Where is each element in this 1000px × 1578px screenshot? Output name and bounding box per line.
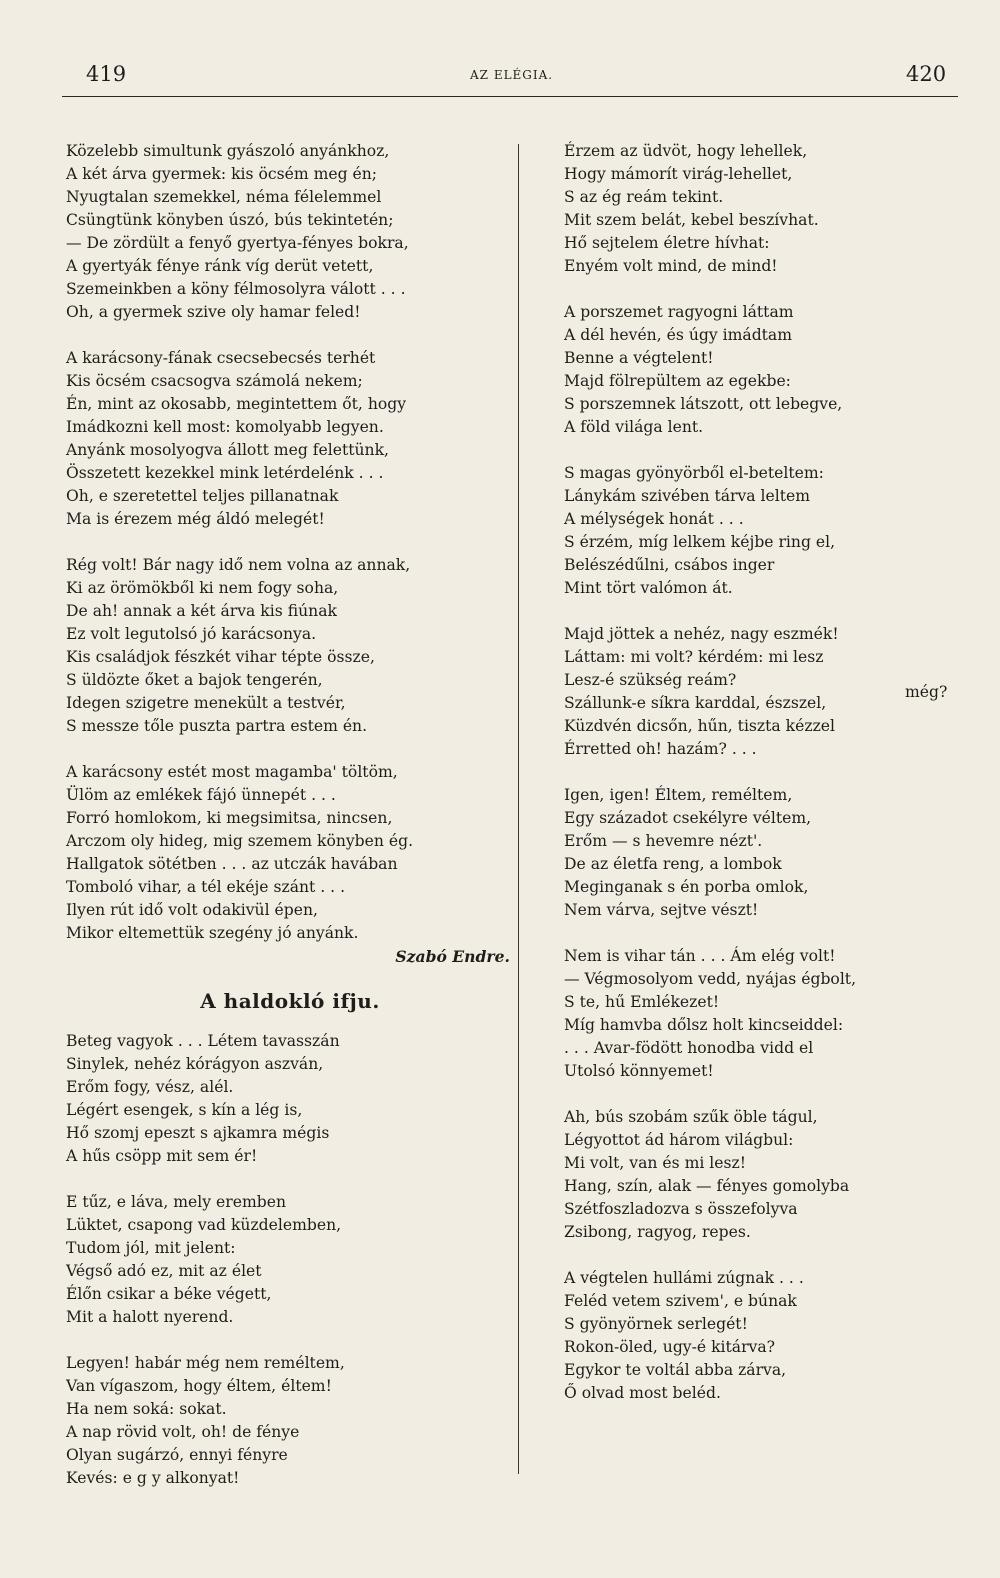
- poem-line: Légért esengek, s kín a lég is,: [66, 1101, 303, 1119]
- poem-line: Igen, igen! Éltem, reméltem,: [564, 786, 793, 804]
- stanza: [564, 301, 984, 439]
- poem-line: A végtelen hullámi zúgnak . . .: [564, 1269, 804, 1287]
- poem-line: Oh, a gyermek szive oly hamar feled!: [66, 303, 361, 321]
- stanza: [66, 1191, 514, 1329]
- poem-line: Utolsó könnyemet!: [564, 1062, 714, 1080]
- poem-line: Láttam: mi volt? kérdém: mi lesz: [564, 648, 824, 666]
- poem-line: A gyertyák fénye ránk víg derüt vetett,: [66, 257, 374, 275]
- poem-line: A karácsony-fának csecsebecsés terhét: [66, 349, 376, 367]
- poem-line: Ilyen rút idő volt odakivül épen,: [66, 901, 318, 919]
- page-number-right: 420: [906, 62, 947, 86]
- poem-line: Egy századot csekélyre véltem,: [564, 809, 812, 827]
- poem-line: S magas gyönyörből el-beteltem:: [564, 464, 824, 482]
- poem-line: Hő szomj epeszt s ajkamra mégis: [66, 1124, 330, 1142]
- left-column: [66, 140, 514, 1513]
- stanza: [564, 140, 984, 278]
- poem-line: S érzém, míg lelkem kéjbe ring el,: [564, 533, 836, 551]
- poem-line: Mi volt, van és mi lesz!: [564, 1154, 747, 1172]
- poem-line: — Végmosolyom vedd, nyájas égbolt,: [564, 970, 857, 988]
- poem-line: Kis öcsém csacsogva számolá nekem;: [66, 372, 363, 390]
- poem-line: Szétfoszladozva s összefolyva: [564, 1200, 798, 1218]
- poem-line: Meginganak s én porba omlok,: [564, 878, 809, 896]
- poem-line: Ah, bús szobám szűk öble tágul,: [564, 1108, 818, 1126]
- poem-line: A nap rövid volt, oh! de fénye: [66, 1423, 300, 1441]
- poem-line: Olyan sugárzó, ennyi fényre: [66, 1446, 288, 1464]
- poem-line: A karácsony estét most magamba' töltöm,: [66, 763, 398, 781]
- poem-line: Ma is érezem még áldó melegét!: [66, 510, 325, 528]
- poem-line: S az ég reám tekint.: [564, 188, 724, 206]
- poem-line: S messze tőle puszta partra estem én.: [66, 717, 368, 735]
- stanza: [66, 347, 514, 531]
- poem-line: S gyönyörnek serlegét!: [564, 1315, 748, 1333]
- poem-line: Lesz-é szükség reám?: [564, 671, 737, 689]
- poem-title: A haldokló ifju.: [200, 989, 380, 1013]
- poem-line: Végső adó ez, mit az élet: [66, 1262, 262, 1280]
- poem-line: Összetett kezekkel mink letérdelénk . . .: [66, 464, 384, 482]
- poem-line: Nem várva, sejtve vészt!: [564, 901, 759, 919]
- poem-line: Légyottot ád három világbul:: [564, 1131, 794, 1149]
- poem-line: Belészédűlni, csábos inger: [564, 556, 775, 574]
- poem-line: Legyen! habár még nem reméltem,: [66, 1354, 345, 1372]
- stanza: [66, 761, 514, 945]
- poem-line: S üldözte őket a bajok tengerén,: [66, 671, 323, 689]
- stanza: [66, 554, 514, 738]
- poem-line: De ah! annak a két árva kis fiúnak: [66, 602, 337, 620]
- poem-line: S te, hű Emlékezet!: [564, 993, 720, 1011]
- stanza: [564, 1267, 984, 1405]
- poem-line: — De zördült a fenyő gyertya-fényes bokra,: [66, 234, 409, 252]
- poem-line: Beteg vagyok . . . Létem tavasszán: [66, 1032, 340, 1050]
- poem-line: Nem is vihar tán . . . Ám elég volt!: [564, 947, 836, 965]
- poem-line: Hallgatok sötétben . . . az utczák havában: [66, 855, 398, 873]
- stanza: [564, 462, 984, 600]
- poem-line: Forró homlokom, ki megsimitsa, nincsen,: [66, 809, 393, 827]
- poem-line: Van vígaszom, hogy éltem, éltem!: [66, 1377, 332, 1395]
- poem-line: Majd jöttek a nehéz, nagy eszmék!: [564, 625, 839, 643]
- poem-line: Ha nem soká: sokat.: [66, 1400, 227, 1418]
- poem-line: Rég volt! Bár nagy idő nem volna az annak,: [66, 556, 411, 574]
- poem-line: E tűz, e láva, mely eremben: [66, 1193, 286, 1211]
- poem-line: Szállunk-e síkra karddal, észszel,: [564, 694, 827, 712]
- stanza: [66, 1030, 514, 1168]
- poem-line: Ez volt legutolsó jó karácsonya.: [66, 625, 317, 643]
- poem-line: Tomboló vihar, a tél ekéje szánt . . .: [66, 878, 346, 896]
- poem-line: Hő sejtelem életre hívhat:: [564, 234, 770, 252]
- poem-line: Hogy mámorít virág-lehellet,: [564, 165, 793, 183]
- poem-line: Rokon-öled, ugy-é kitárva?: [564, 1338, 775, 1356]
- poem-line: Kis családjok fészkét vihar tépte össze,: [66, 648, 375, 666]
- poem-line: Érzem az üdvöt, hogy lehellek,: [564, 142, 808, 160]
- poem-line: Érretted oh! hazám? . . .: [564, 740, 757, 758]
- running-title: AZ ELÉGIA.: [470, 68, 554, 82]
- poem-line: Majd fölrepültem az egekbe:: [564, 372, 791, 390]
- poem-line: Ülöm az emlékek fájó ünnepét . . .: [66, 786, 336, 804]
- stanza: [564, 784, 984, 922]
- overflow-word: még?: [905, 683, 948, 701]
- poem-line: . . . Avar-födött honodba vidd el: [564, 1039, 814, 1057]
- poem-line: A két árva gyermek: kis öcsém meg én;: [66, 165, 378, 183]
- poem-line: Mint tört valómon át.: [564, 579, 733, 597]
- poem-line: A mélységek honát . . .: [564, 510, 744, 528]
- poem-line: S porszemnek látszott, ott lebegve,: [564, 395, 843, 413]
- stanza: [564, 945, 984, 1083]
- poem-line: A hűs csöpp mit sem ér!: [66, 1147, 258, 1165]
- poem-line: Szemeinkben a köny félmosolyra válott . . .: [66, 280, 406, 298]
- poem-line: Zsibong, ragyog, repes.: [564, 1223, 751, 1241]
- poem-line: Míg hamvba dőlsz holt kincseiddel:: [564, 1016, 844, 1034]
- right-column: [564, 140, 984, 1428]
- poem-line: Ő olvad most beléd.: [564, 1384, 721, 1402]
- stanza: [66, 1352, 514, 1490]
- stanza: [66, 140, 514, 324]
- header-rule: [62, 96, 958, 97]
- stanza: [564, 1106, 984, 1244]
- poem-dying-youth-part1: [66, 1030, 514, 1490]
- poem-line: Erőm — s hevemre nézt'.: [564, 832, 763, 850]
- poem-line: De az életfa reng, a lombok: [564, 855, 782, 873]
- poem-line: Tudom jól, mit jelent:: [66, 1239, 236, 1257]
- poem-line: Arczom oly hideg, mig szemem könyben ég.: [66, 832, 414, 850]
- poem-line: Élőn csikar a béke végett,: [66, 1285, 272, 1303]
- poem-line: Csüngtünk könyben úszó, bús tekintetén;: [66, 211, 394, 229]
- poem-line: Ki az örömökből ki nem fogy soha,: [66, 579, 339, 597]
- poem-dying-youth-part2: [564, 140, 984, 1405]
- poem-line: Mikor eltemettük szegény jó anyánk.: [66, 924, 359, 942]
- poem-line: A porszemet ragyogni láttam: [564, 303, 794, 321]
- poem-line: Én, mint az okosabb, megintettem őt, hogy: [66, 395, 407, 413]
- poem-line: A dél hevén, és úgy imádtam: [564, 326, 793, 344]
- poem-line: Imádkozni kell most: komolyabb legyen.: [66, 418, 384, 436]
- poem-line: Közelebb simultunk gyászoló anyánkhoz,: [66, 142, 390, 160]
- poem-line: Sinylek, nehéz kórágyon aszván,: [66, 1055, 324, 1073]
- poem-line: Egykor te voltál abba zárva,: [564, 1361, 787, 1379]
- poem-line: Feléd vetem szivem', e búnak: [564, 1292, 797, 1310]
- poem-line: Idegen szigetre menekült a testvér,: [66, 694, 346, 712]
- poem-author: Szabó Endre.: [395, 947, 510, 966]
- poem-line: Lánykám szivében tárva leltem: [564, 487, 811, 505]
- poem-line: Oh, e szeretettel teljes pillanatnak: [66, 487, 339, 505]
- poem-line: A föld világa lent.: [564, 418, 704, 436]
- poem-line: Kevés: e g y alkonyat!: [66, 1469, 240, 1487]
- poem-line: Anyánk mosolyogva állott meg felettünk,: [66, 441, 389, 459]
- poem-line: Nyugtalan szemekkel, néma félelemmel: [66, 188, 382, 206]
- column-divider: [518, 144, 519, 1474]
- page-header: [0, 62, 1000, 96]
- poem-line: Hang, szín, alak — fényes gomolyba: [564, 1177, 850, 1195]
- poem-christmas: [66, 140, 514, 945]
- poem-line: Mit a halott nyerend.: [66, 1308, 234, 1326]
- poem-line: Enyém volt mind, de mind!: [564, 257, 778, 275]
- poem-line: Benne a végtelent!: [564, 349, 714, 367]
- poem-line: Erőm fogy, vész, alél.: [66, 1078, 234, 1096]
- poem-line: Lüktet, csapong vad küzdelemben,: [66, 1216, 342, 1234]
- page-number-left: 419: [86, 62, 127, 86]
- poem-line: Mit szem belát, kebel beszívhat.: [564, 211, 819, 229]
- poem-line: Küzdvén dicsőn, hűn, tiszta kézzel: [564, 717, 835, 735]
